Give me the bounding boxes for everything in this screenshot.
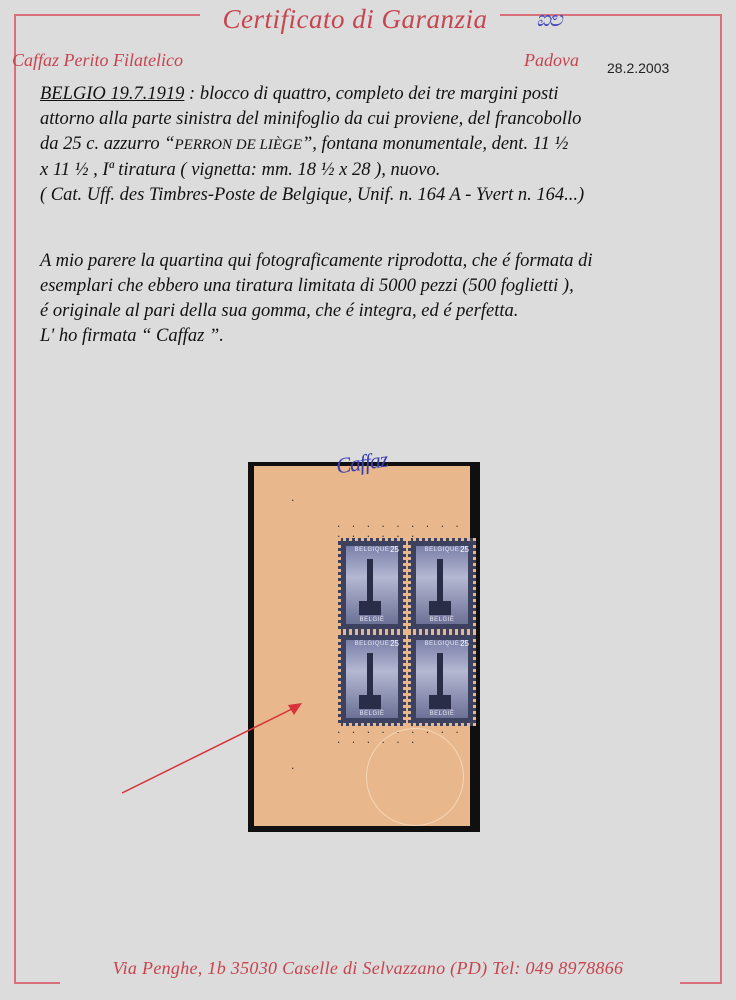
margin-dot: · [290,764,298,774]
stamp-country-bottom: BELGIË [429,617,455,623]
stamp-country-top: BELGIQUE [424,547,460,553]
place-name: Padova [524,50,579,70]
stamp-country-bottom: BELGIË [359,617,385,623]
stamp-country-top: BELGIQUE [354,641,390,647]
certificate-title: Certificato di Garanzia [222,4,488,34]
stamp-value: 25 [390,545,399,554]
opinion-line-4: L' ho firmata “ Caffaz ”. [40,326,224,346]
expert-name: Caffaz Perito Filatelico [12,50,183,70]
description-line-3-a: da 25 c. azzurro “ [40,134,175,154]
description-line-4: x 11 ½ , Iª tiratura ( vignetta: mm. 18 ½ x 28 ), nuovo. [40,160,441,180]
description-line-3 [40,132,712,158]
stamp-bottom-left [338,632,406,726]
stamp-country-bottom: BELGIË [359,711,385,717]
stamp-top-left [338,538,406,632]
description-line-3-b: ”, fontana monumentale, dent. 11 ½ [301,134,569,154]
stamp-country-top: BELGIQUE [424,641,460,647]
pointer-arrow-icon [120,695,310,805]
stamp-value: 25 [460,639,469,648]
description-heading: BELGIO 19.7.1919 [40,84,185,104]
fountain-base-icon [429,695,451,709]
perforation-dots-top: · · · · · · · · · · · · · · · [336,522,462,542]
stamp-name: PERRON DE LIÈGE [174,137,302,153]
fountain-base-icon [359,695,381,709]
description-line-5: ( Cat. Uff. des Timbres-Poste de Belgique, Unif. n. 164 A - Yvert n. 164...) [40,185,585,205]
description-paragraph [40,82,712,208]
certificate-date: 28.2.2003 [607,60,670,76]
fountain-base-icon [359,601,381,615]
stamp-bottom-right [408,632,476,726]
stamp-value: 25 [460,545,469,554]
perforation-dots-bottom: · · · · · · · · · · · · · · · [336,728,462,748]
opinion-line-2: esemplari che ebbero una tiratura limitata di 5000 pezzi (500 foglietti ), [40,276,574,296]
margin-dot: · [290,496,298,506]
stamp-value: 25 [390,639,399,648]
stamp-top-right [408,538,476,632]
stamp-country-top: BELGIQUE [354,547,390,553]
opinion-line-1: A mio parere la quartina qui fotograficamente riprodotta, che é formata di [40,251,593,271]
fountain-base-icon [429,601,451,615]
blue-stamp-mark: ಐಲ [536,6,561,31]
expert-signature: Caffaz [334,446,389,479]
opinion-paragraph [40,249,712,349]
opinion-line-3: é originale al pari della sua gomma, che é integra, ed é perfetta. [40,301,519,321]
footer-address: Via Penghe, 1b 35030 Caselle di Selvazzano (PD) Tel: 049 8978866 [112,958,624,978]
description-line-2: attorno alla parte sinistra del minifoglio da cui proviene, del francobollo [40,109,582,129]
description-line-1 [40,82,712,107]
stamp-country-bottom: BELGIË [429,711,455,717]
description-line-1-rest: : blocco di quattro, completo dei tre margini posti [189,84,559,104]
